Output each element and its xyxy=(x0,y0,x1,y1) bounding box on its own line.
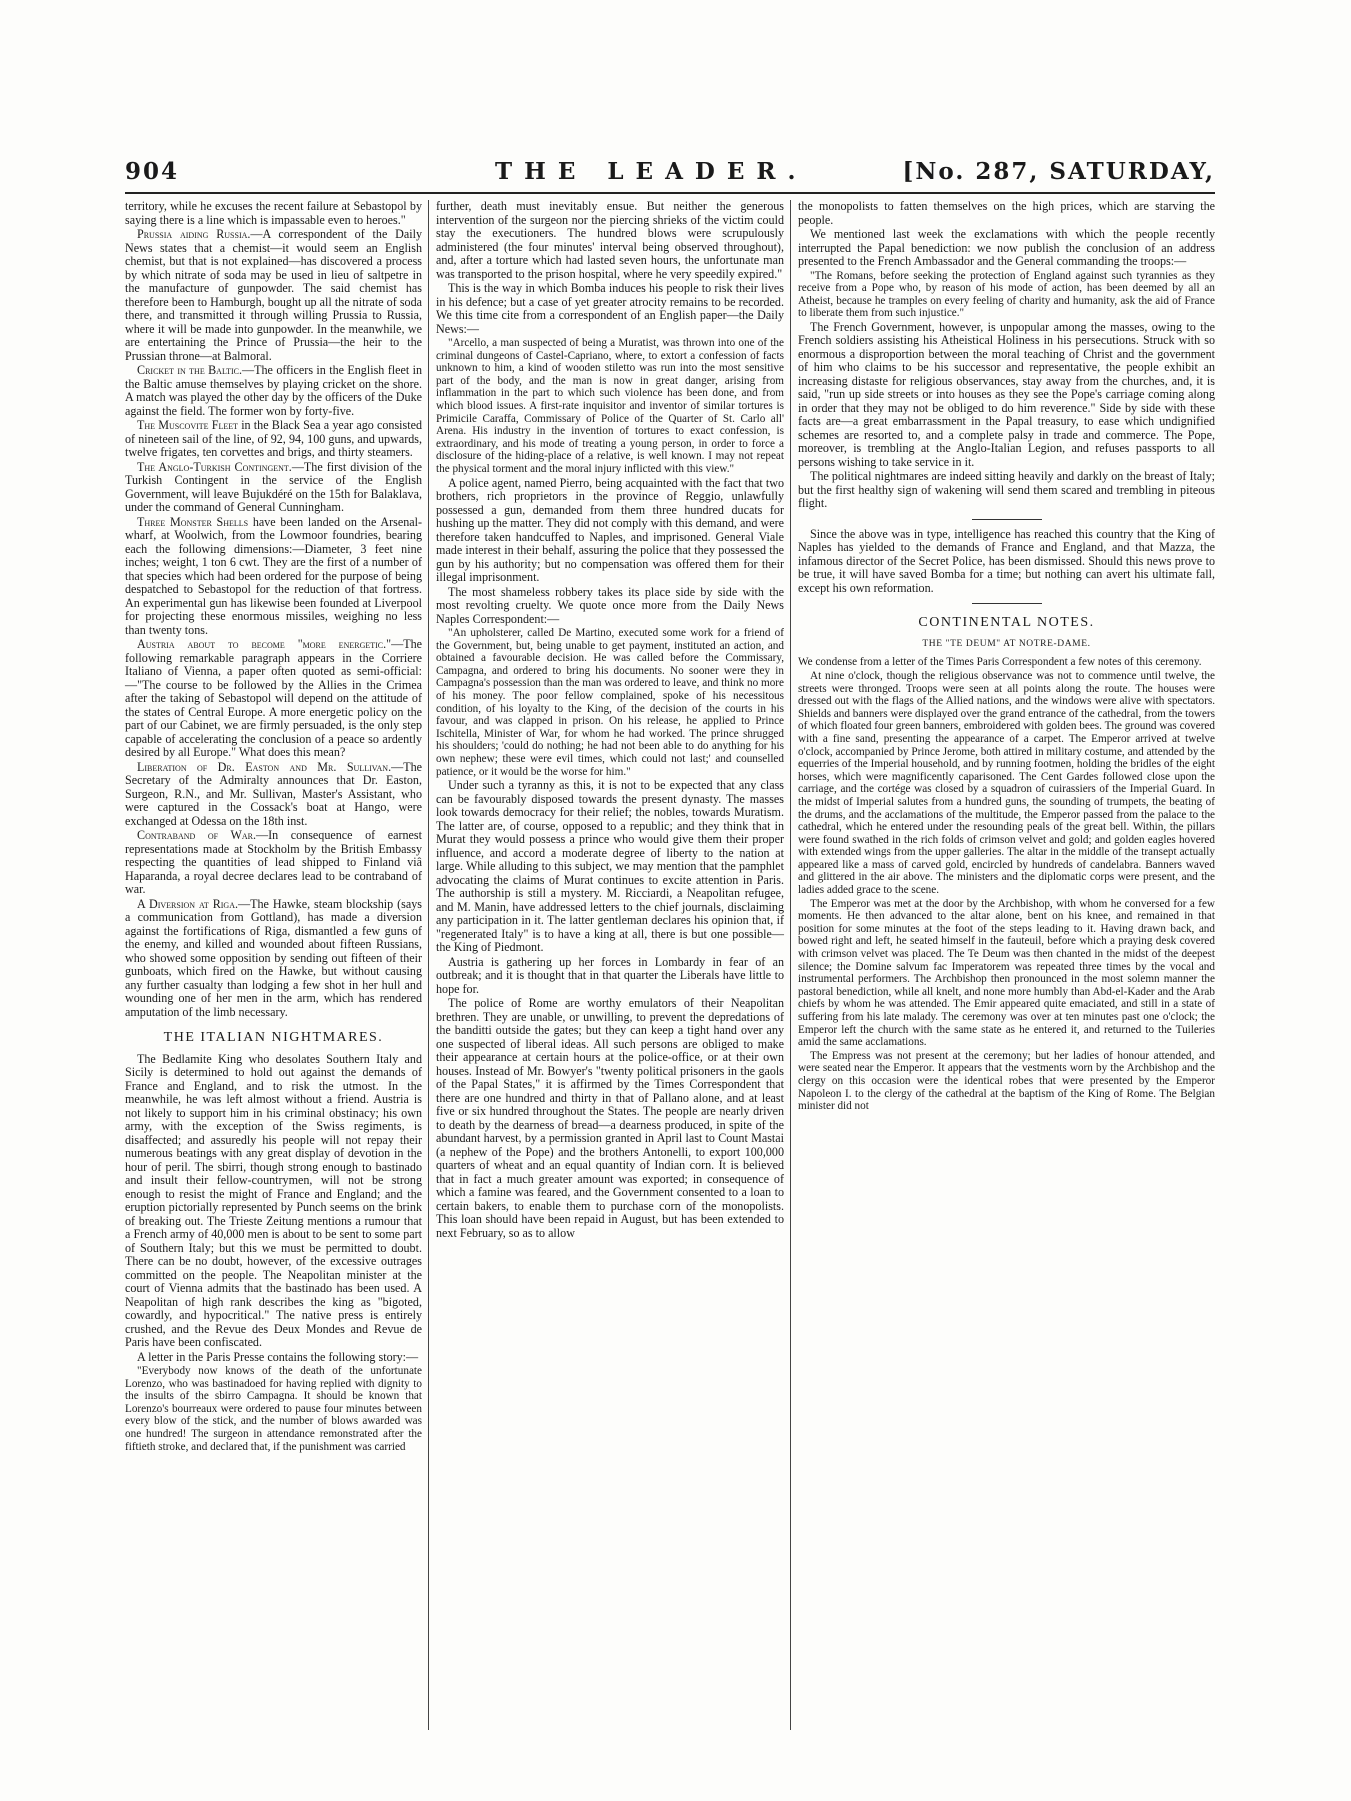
quoted-address: "The Romans, before seeking the protection of England against such tyrannies as they receive from a Pope who, by reason of his mode of action, has been deemed by all an Atheist, because he tramples on every feeling of charity and humanity, ask the aid of France to liberate them from such injustice." xyxy=(798,269,1215,320)
article-paragraph: The most shameless robbery takes its place side by side with the most revolting cruelty. We quote once more from the Daily News Naples Correspondent:— xyxy=(436,584,784,626)
article-paragraph: The Bedlamite King who desolates Southern Italy and Sicily is determined to hold out against the demands of France and England, and to risk the utmost. In the meanwhile, he was left almost without a friend. Austria is not likely to support him in his criminal obstinacy; his own army, with the exception of the Swiss regiments, is disaffected; and assuredly his people will not repay their numerous beatings with any great display of devotion in the hour of peril. The sbirri, though strong enough to bastinado and insult their fellow-countrymen, will not be strong enough to resist the might of France and England; and the eruption pictorially represented by Punch seems on the brink of breaking out. The Trieste Zeitung mentions a rumour that a French army of 40,000 men is about to be sent to some part of Southern Italy; but this we must be permitted to doubt. There can be no doubt, however, of the excessive outrages committed on the people. The Neapolitan minister at the court of Vienna admits that the bastinado has been used. A Neapolitan of high rank describes the king as "bigoted, cowardly, and hypocritical." The native press is entirely crushed, and the Revue des Deux Mondes and Revue de Paris have been confiscated. xyxy=(125,1051,422,1349)
news-item: Liberation of Dr. Easton and Mr. Sullivan.—The Secretary of the Admiralty announces that Dr. Easton, Surgeon, R.N., and Mr. Sullivan, Master's Assistant, who were captured in the Cossack's boat at Hango, were exchanged at Odessa on the 18th inst. xyxy=(125,759,422,828)
news-item-heading: The Muscovite Fleet xyxy=(137,418,239,432)
article-paragraph: The Empress was not present at the ceremony; but her ladies of honour attended, and were seated near the Emperor. It appears that the vestments worn by the Archbishop and the clergy on this occasion were the identical robes that were presented by the Emperor Napoleon I. to the clergy of the cathedral at the baptism of the King of Rome. The Belgian minister did not xyxy=(798,1049,1215,1113)
section-divider xyxy=(972,603,1042,604)
news-item-heading: Contraband of War. xyxy=(137,828,256,842)
article-paragraph: We condense from a letter of the Times Paris Correspondent a few notes of this ceremony. xyxy=(798,656,1202,669)
section-heading-continental-notes: CONTINENTAL NOTES. xyxy=(918,615,1095,631)
quoted-letter: "Everybody now knows of the death of the unfortunate Lorenzo, who was bastinadoed for having replied with dignity to the insults of the sbirro Campagna. It should be known that Lorenzo's bourreaux were ordered to pause four minutes between every blow of the stick, and the number of blows awarded was one hundred! The surgeon in attendance remonstrated after the fiftieth stroke, and declared that, if the punishment was carried xyxy=(125,1365,422,1453)
news-item: The Anglo-Turkish Contingent.—The first division of the Turkish Contingent in the service of the English Government, will leave Bujukdéré on the 15th for Balaklava, under the command of General Cunningham. xyxy=(125,459,422,514)
article-paragraph: A letter in the Paris Presse contains the following story:— xyxy=(137,1349,419,1364)
subheading-te-deum: THE "TE DEUM" AT NOTRE-DAME. xyxy=(922,638,1091,649)
news-item: Three Monster Shells have been landed on the Arsenal-wharf, at Woolwich, from the Lowmoor foundries, bearing each the following dimensions:—Diameter, 3 feet nine inches; weight, 1 ton 6 cwt. They are the first of a number of that species which had been ordered for the purpose of being despatched to Sebastopol for the reduction of that fortress. An experimental gun has likewise been founded at Liverpool for projecting these enormous missiles, weighing no less than twenty tons. xyxy=(125,514,422,637)
article-paragraph: The French Government, however, is unpopular among the masses, owing to the French soldiers assisting his Atheistical Holiness in his persecutions. Struck with so enormous a disproportion between the moral teaching of Christ and the government of him who claims to be his successor and representative, the people exhibit an increasing distaste for religious observances, stay away from the churches, and, it is said, "run up side streets or into houses as they see the Pope's carriage coming along in order that they may not be obliged to do him reverence." Side by side with these facts are—a great embarrassment in the Papal treasury, to ease which undignified schemes are resorted to, and a complete palsy in trade and commerce. The Pope, moreover, is trembling at the Anglo-Italian Legion, and refuses passports to all persons wishing to take service in it. xyxy=(798,319,1215,469)
article-paragraph: A police agent, named Pierro, being acquainted with the fact that two brothers, rich proprietors in the province of Reggio, unlawfully possessed a gun, demanded from them three hundred ducats for hushing up the matter. They did not comply with this demand, and were therefore taken handcuffed to Naples, and imprisoned. General Viale made interest in their behalf, assuring the police that they possessed the gun by his authority; but no compensation was offered them for their illegal imprisonment. xyxy=(436,475,784,585)
column-rule-2 xyxy=(790,200,791,1730)
article-paragraph: territory, while he excuses the recent failure at Sebastopol by saying there is a line which is impassable even to heroes." xyxy=(125,199,422,227)
news-item-heading: A Diversion at Riga. xyxy=(137,896,239,911)
news-item: A Diversion at Riga.—The Hawke, steam blockship (says a communication from Gottland), has made a diversion against the fortifications of Riga, dismantled a few guns of the enemy, and killed and wounded about fifteen Russians, who showed some opposition by sending out fifteen of their gunboats, which fired on the Hawke, but without causing any further casualty than lodging a few shot in her hull and wounding one of her men in the arm, which has rendered amputation of the limb necessary. xyxy=(125,896,422,1019)
article-paragraph: the monopolists to fatten themselves on the high prices, which are starving the people. xyxy=(798,199,1215,227)
column-rule-1 xyxy=(428,200,429,1730)
column-3 xyxy=(798,200,1215,1114)
section-divider xyxy=(972,519,1042,520)
news-item-heading: Austria about to become "more energetic." xyxy=(137,637,392,651)
news-item-heading: Liberation of Dr. Easton and Mr. Sullivan. xyxy=(137,759,392,774)
quoted-correspondence: "An upholsterer, called De Martino, executed some work for a friend of the Government, but, being unable to get payment, instituted an action, and obtained a favourable decision. He was called before the Commissary, Campagna, and ordered to bring his documents. No sooner were they in Campagna's possession than the man was ordered to leave, and think no more of his money. The poor fellow complained, spoke of his necessitous condition, of his loyalty to the King, of the decision of the courts in his favour, and was clapped in prison. On his release, he applied to Prince Ischitella, Minister of War, for whom he had worked. The prince shrugged his shoulders; 'could do nothing; he had not been able to do anything for his own nephew; these were evil times, which could not last;' and counselled patience, or it would be the worse for him." xyxy=(436,627,784,778)
news-item: Austria about to become "more energetic."—The following remarkable paragraph appears in the Corriere Italiano of Vienna, a paper often quoted as semi-official:—"The course to be followed by the Allies in the Crimea after the taking of Sebastopol will depend on the attitude of the states of Central Europe. A more energetic policy on the part of our Cabinet, we are firmly persuaded, is the only step capable of accelerating the conclusion of a peace so ardently desired by all Europe." What does this mean? xyxy=(125,637,422,759)
news-item: Cricket in the Baltic.—The officers in the English fleet in the Baltic amuse themselves by playing cricket on the shore. A match was played the other day by the officers of the Duke against the field. The former won by forty-five. xyxy=(125,363,422,418)
article-paragraph: Austria is gathering up her forces in Lombardy in fear of an outbreak; and it is thought that in that quarter the Liberals have little to hope for. xyxy=(436,954,784,996)
quoted-correspondence: "Arcello, a man suspected of being a Muratist, was thrown into one of the criminal dungeons of Castel-Capriano, where, to extort a confession of facts unknown to him, a kind of wooden stiletto was run into the most sensitive part of the body, and the man is now in great danger, arising from inflammation in the part to which such violence has been done, and from which blood issues. A first-rate inquisitor and inventor of similar tortures is Primicile Caraffa, Commissary of Police of the Quarter of St. Carlo all' Arena. His industry in the invention of tortures to exact confession, is extraordinary, and his mode of treating a young person, in order to force a disclosure of the hiding-place of a relative, is well known. I may not repeat the physical torment and the moral injury inflicted with this view." xyxy=(436,337,784,475)
article-paragraph: This is the way in which Bomba induces his people to risk their lives in his defence; but a case of yet greater atrocity remains to be recorded. We this time cite from a correspondent of an English paper—the Daily News:— xyxy=(436,281,784,336)
article-paragraph: further, death must inevitably ensue. But neither the generous intervention of the surgeon nor the piercing shrieks of the victim could stay the executioners. The hundred blows were scrupulously administered (the four minutes' interval being observed throughout), and, after a torture which had lasted seven hours, the unfortunate man was transported to the prison hospital, where he very speedily expired." xyxy=(436,199,784,281)
article-paragraph: The Emperor was met at the door by the Archbishop, with whom he conversed for a few moments. He then advanced to the altar alone, bent on his knee, and remained in that position for some minutes at the foot of the steps leading to it. Having drawn back, and bowed right and left, he seated himself in the fauteuil, before which a praying desk covered with crimson velvet was placed. The Te Deum was then chanted in the midst of the deepest silence; the Domine salvum fac Imperatorem was repeated three times by the vocal and instrumental performers. The Archbishop then pronounced in the most solemn manner the pastoral benediction, while all knelt, and none more humbly than Abd-el-Kader and the Arab chiefs by whom he was attended. The Emir appeared quite emaciated, and still in a state of suffering from his late malady. The ceremony was over at ten minutes past one o'clock; the Emperor left the church with the same state as he entered it, and returned to the Tuileries amid the same acclamations. xyxy=(798,897,1215,1049)
masthead xyxy=(125,158,1215,188)
news-item-heading: Cricket in the Baltic. xyxy=(137,363,243,377)
newspaper-title: THE LEADER. xyxy=(495,158,808,185)
issue-info: [No. 287, SATURDAY, xyxy=(902,158,1215,185)
news-item-heading: Prussia aiding Russia. xyxy=(137,227,251,241)
masthead-rule xyxy=(125,192,1215,194)
news-item-heading: Three Monster Shells xyxy=(137,514,249,529)
article-paragraph: At nine o'clock, though the religious observance was not to commence until twelve, the streets were thronged. Troops were seen at all points along the route. The houses were dressed out with the flags of the Allied nations, and the windows were alive with spectators. Shields and banners were displayed over the grand entrance of the cathedral, from the towers of which floated four green banners, embroidered with golden bees. The ground was covered with a fine sand, presenting the appearance of a carpet. The Emperor arrived at twelve o'clock, accompanied by Prince Jerome, both attired in military costume, and attended by the equerries of the Imperial household, and by running footmen, holding the bridles of the eight horses, which were magnificently caparisoned. The Cent Gardes followed close upon the carriage, and the cortége was closed by a squadron of cuirassiers of the Imperial Guard. In the midst of Imperial salutes from a hundred guns, the sounding of trumpets, the beating of the drums, and the acclamations of the multitude, the Emperor passed from the palace to the cathedral, which he entered under the resounding peals of the great bell. Within, the pillars were found swathed in the rich folds of crimson velvet and gold; and golden eagles hovered with extended wings from the upper galleries. The altar in the middle of the transept actually appeared like a mass of carved gold, encircled by hundreds of candelabra. Banners waved and glittered in the air above. The ministers and the diplomatic corps were present, and the ladies added grace to the scene. xyxy=(798,669,1215,897)
article-paragraph: The police of Rome are worthy emulators of their Neapolitan brethren. They are unable, or unwilling, to prevent the depredations of the banditti outside the gates; but they can keep a tight hand over any one suspected of liberal ideas. All such persons are obliged to make their appearance at certain hours at the police-office, or at their own houses. Instead of Mr. Bowyer's "twenty political prisoners in the gaols of the Papal States," it is affirmed by the Times Correspondent that there are one hundred and thirty in that of Pallano alone, and at least five or six hundred throughout the States. The people are nearly driven to death by the dearness of bread—a dearness produced, in spite of the abundant harvest, by a permission granted in April last to Count Mastai (a nephew of the Pope) and the brothers Antonelli, to export 100,000 quarters of wheat and an equal quantity of Indian corn. It is believed that in fact a much greater amount was exported; in consequence of which a famine was feared, and the Government consented to a loan to certain bakers, to enable them to purchase corn of the monopolists. This loan should have been repaid in August, but has been extended to next February, so as to allow xyxy=(436,996,784,1240)
column-1 xyxy=(125,200,422,1454)
column-2 xyxy=(436,200,784,1241)
section-heading-italian-nightmares: THE ITALIAN NIGHTMARES. xyxy=(163,1030,384,1045)
article-paragraph: Under such a tyranny as this, it is not to be expected that any class can be favourably disposed towards the present dynasty. The masses look towards democracy for their relief; the nobles, towards Muratism. The latter are, of course, opposed to a republic; and they think that in Murat they would possess a prince who would give them their proper influence, and accord a moderate degree of liberty to the nation at large. While alluding to this subject, we may mention that the pamphlet advocating the claims of Murat continues to excite attention in Paris. The authorship is still a mystery. M. Ricciardi, a Neapolitan refugee, and M. Manin, have addressed letters to the chief journals, disclaiming any participation in it. The latter gentleman declares his opinion that, if "regenerated Italy" is to have a king at all, there is but one possible—the King of Piedmont. xyxy=(436,778,784,955)
page-number: 904 xyxy=(125,158,180,185)
news-item: Prussia aiding Russia.—A correspondent of the Daily News states that a chemist—it would seem an English chemist, but that is not explained—has discovered a process by which nitrate of soda may be used in lieu of saltpetre in the manufacture of gunpowder. The said chemist has therefore been to Hamburgh, bought up all the nitrate of soda there, and transmitted it through willing Prussia to Russia, where it will be made into gunpowder. In the meanwhile, we are entertaining the Prince of Prussia—the heir to the Prussian throne—at Balmoral. xyxy=(125,227,422,363)
article-paragraph: The political nightmares are indeed sitting heavily and darkly on the breast of Italy; but the first healthy sign of wakening will send them scared and trembling in piteous flight. xyxy=(798,469,1215,511)
article-paragraph: We mentioned last week the exclamations with which the people recently interrupted the Papal benediction: we now publish the conclusion of an address presented to the French Ambassador and the General commanding the troops:— xyxy=(798,227,1215,268)
news-item: Contraband of War.—In consequence of earnest representations made at Stockholm by the British Embassy respecting the quantities of lead shipped to Finland viâ Haparanda, a royal decree declares lead to be contraband of war. xyxy=(125,828,422,896)
news-item: The Muscovite Fleet in the Black Sea a year ago consisted of nineteen sail of the line, of 92, 94, 100 guns, and upwards, twelve frigates, ten corvettes and brigs, and thirty steamers. xyxy=(125,418,422,459)
news-item-heading: The Anglo-Turkish Contingent. xyxy=(137,459,292,474)
article-paragraph: Since the above was in type, intelligence has reached this country that the King of Naples has yielded to the demands of France and England, and that Mazza, the infamous director of the Secret Police, has been dismissed. Should this news prove to be true, it will have saved Bomba for a time; but nothing can avert his ultimate fall, except his own reformation. xyxy=(798,526,1215,595)
